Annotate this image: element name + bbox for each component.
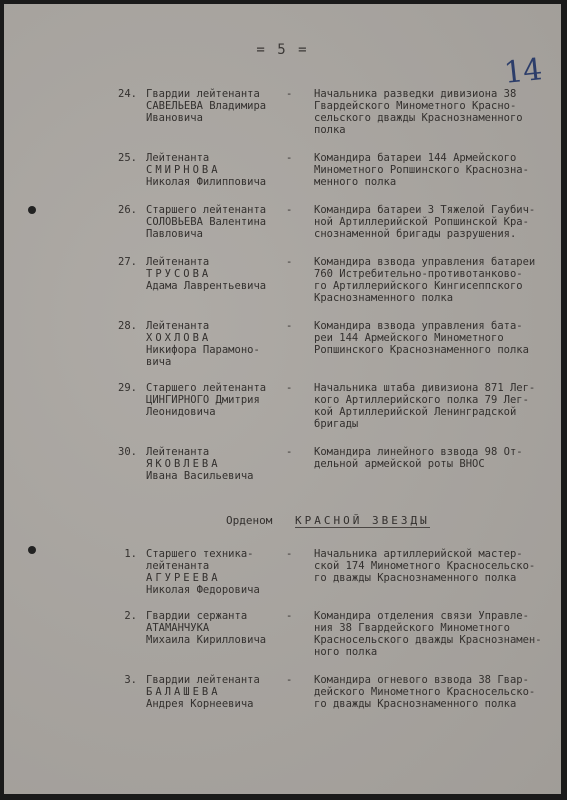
order-title: КРАСНОЙ ЗВЕЗДЫ [294, 514, 430, 527]
separator-dash: - [286, 152, 293, 164]
recipient-given-name: Леонидовича [146, 406, 216, 418]
entry-number: 28. [118, 320, 137, 332]
recipient-surname: АТАМАНЧУКА [146, 622, 210, 634]
position-description [314, 382, 554, 430]
position-description [314, 320, 554, 356]
desc-line: Начальника разведки дивизиона 38 [314, 88, 517, 100]
recipient-surname: АГУРЕЕВА [146, 572, 221, 584]
entry-number: 2. [124, 610, 137, 622]
separator-dash: - [286, 610, 293, 622]
desc-line: Краснознаменного полка [314, 292, 454, 304]
recipient [146, 610, 266, 646]
desc-line: го дважды Краснознаменного полка [314, 572, 517, 584]
desc-line: Командира батареи 144 Армейского [314, 152, 517, 164]
desc-line: дейского Минометного Красносельско- [314, 686, 536, 698]
recipient [146, 152, 266, 188]
desc-line: Начальника штаба дивизиона 871 Лег- [314, 382, 536, 394]
recipient [146, 320, 260, 368]
recipient-surname: СМИРНОВА [146, 164, 221, 176]
recipient-rank: Старшего лейтенанта [146, 382, 267, 394]
position-description [314, 674, 554, 710]
recipient [146, 548, 260, 596]
desc-line: кой Артиллерийской Ленинградской [314, 406, 517, 418]
position-description [314, 152, 554, 188]
separator-dash: - [286, 674, 293, 686]
desc-line: ной Артиллерийской Ропшинской Кра- [314, 216, 529, 228]
desc-line: ния 38 Гвардейского Минометного [314, 622, 510, 634]
separator-dash: - [286, 320, 293, 332]
recipient-surname: ТРУСОВА [146, 268, 212, 280]
desc-line: Командира батареи 3 Тяжелой Гаубич- [314, 204, 536, 216]
desc-line: Ропшинского Краснознаменного полка [314, 344, 529, 356]
order-prefix: Орденом [226, 514, 273, 527]
recipient-given-name-cont: вича [146, 356, 172, 368]
entry-number: 26. [118, 204, 137, 216]
recipient-given-name: Михаила Кирилловича [146, 634, 267, 646]
recipient-given-name: Андрея Корнеевича [146, 698, 254, 710]
position-description [314, 548, 554, 584]
desc-line: реи 144 Армейского Минометного [314, 332, 504, 344]
position-description [314, 446, 554, 470]
desc-line: дельной армейской роты ВНОС [314, 458, 485, 470]
desc-line: полка [314, 124, 346, 136]
separator-dash: - [286, 88, 293, 100]
recipient-given-name: Павловича [146, 228, 203, 240]
recipient-surname: ЯКОВЛЕВА [146, 458, 221, 470]
recipient [146, 382, 266, 418]
desc-line: го дважды Краснознаменного полка [314, 698, 517, 710]
separator-dash: - [286, 382, 293, 394]
recipient-rank: Старшего техника- [146, 548, 254, 560]
handwritten-sheet-number: 14 [502, 52, 544, 91]
desc-line: Гвардейского Минометного Красно- [314, 100, 517, 112]
entry-number: 3. [124, 674, 137, 686]
recipient-rank: Гвардии лейтенанта [146, 674, 260, 686]
desc-line: бригады [314, 418, 359, 430]
recipient-rank: Старшего лейтенанта [146, 204, 267, 216]
position-description [314, 204, 554, 240]
punch-hole [28, 206, 36, 214]
recipient-given-name: Никифора Парамоно- [146, 344, 260, 356]
recipient-surname: СОЛОВЬЕВА Валентина [146, 216, 267, 228]
recipient-given-name: Адама Лаврентьевича [146, 280, 267, 292]
entry-number: 29. [118, 382, 137, 394]
order-heading [226, 514, 430, 527]
separator-dash: - [286, 548, 293, 560]
desc-line: Командира линейного взвода 98 От- [314, 446, 523, 458]
recipient-surname: САВЕЛЬЕВА Владимира [146, 100, 267, 112]
recipient-surname: БАЛАШЕВА [146, 686, 221, 698]
desc-line: Начальника артиллерийской мастер- [314, 548, 523, 560]
desc-line: снознаменной бригады разрушения. [314, 228, 517, 240]
desc-line: Командира взвода управления батареи [314, 256, 536, 268]
desc-line: ного полка [314, 646, 378, 658]
position-description [314, 256, 554, 304]
separator-dash: - [286, 446, 293, 458]
recipient-rank: Лейтенанта [146, 446, 210, 458]
desc-line: Минометного Ропшинского Краснозна- [314, 164, 529, 176]
recipient-surname: ХОХЛОВА [146, 332, 212, 344]
punch-hole [28, 546, 36, 554]
recipient [146, 446, 253, 482]
recipient-given-name: Николая Филипповича [146, 176, 267, 188]
desc-line: Командира огневого взвода 38 Гвар- [314, 674, 529, 686]
recipient [146, 88, 266, 124]
recipient-rank: Гвардии лейтенанта [146, 88, 260, 100]
recipient-surname: ЦИНГИРНОГО Дмитрия [146, 394, 260, 406]
recipient-rank-cont: лейтенанта [146, 560, 210, 572]
recipient [146, 204, 266, 240]
recipient-given-name: Ивана Васильевича [146, 470, 254, 482]
recipient-given-name: Николая Федоровича [146, 584, 260, 596]
entry-number: 27. [118, 256, 137, 268]
position-description [314, 610, 554, 658]
separator-dash: - [286, 256, 293, 268]
entry-number: 25. [118, 152, 137, 164]
recipient-rank: Лейтенанта [146, 320, 210, 332]
separator-dash: - [286, 204, 293, 216]
desc-line: менного полка [314, 176, 397, 188]
entry-number: 24. [118, 88, 137, 100]
recipient-given-name: Ивановича [146, 112, 203, 124]
page-number: = 5 = [256, 42, 309, 58]
desc-line: го Артиллерийского Кингисеппского [314, 280, 523, 292]
desc-line: 760 Истребительно-противотанково- [314, 268, 523, 280]
entry-number: 30. [118, 446, 137, 458]
recipient [146, 674, 260, 710]
entry-number: 1. [124, 548, 137, 560]
recipient-rank: Гвардии сержанта [146, 610, 248, 622]
desc-line: кого Артиллерийского полка 79 Лег- [314, 394, 529, 406]
recipient [146, 256, 266, 292]
desc-line: Командира взвода управления бата- [314, 320, 523, 332]
position-description [314, 88, 554, 136]
desc-line: Командира отделения связи Управле- [314, 610, 529, 622]
recipient-rank: Лейтенанта [146, 256, 210, 268]
desc-line: Красносельского дважды Краснознамен- [314, 634, 542, 646]
desc-line: сельского дважды Краснознаменного [314, 112, 523, 124]
recipient-rank: Лейтенанта [146, 152, 210, 164]
document-page [4, 4, 561, 794]
desc-line: ской 174 Минометного Красносельско- [314, 560, 536, 572]
